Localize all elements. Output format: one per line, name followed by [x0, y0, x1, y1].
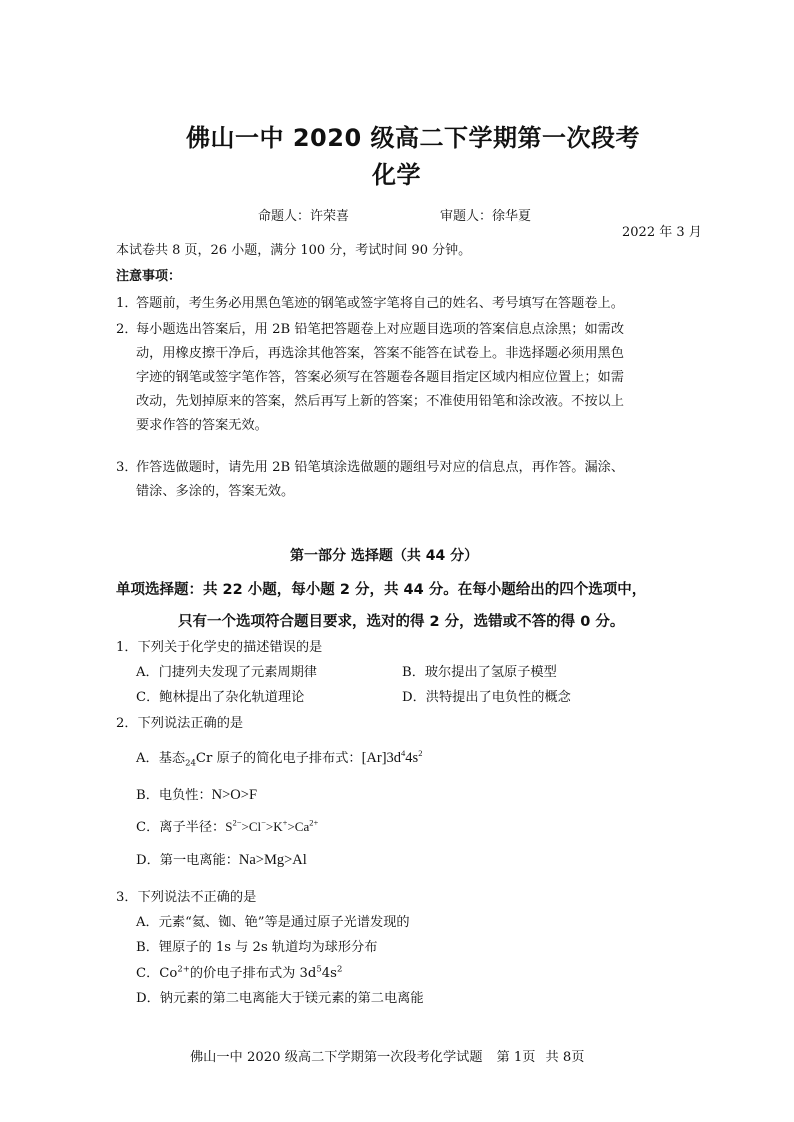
section-instruction-2: 只有一个选项符合题目要求，选对的得 2 分，选错或不答的得 0 分。 — [178, 614, 625, 630]
section-title: 第一部分 选择题（共 44 分） — [290, 548, 479, 564]
question-1-stem: 1．下列关于化学史的描述错误的是 — [116, 640, 323, 655]
note-item-1 — [116, 292, 696, 316]
superscript: 5 — [316, 964, 322, 975]
option-text: A．基态 — [136, 751, 186, 766]
question-1-option-c: C．鲍林提出了杂化轨道理论 — [136, 690, 305, 705]
footer-title: 佛山一中 2020 级高二下学期第一次段考化学试题 — [190, 1050, 483, 1065]
reviewer-label: 审题人：徐华夏 — [440, 209, 532, 224]
note-number: 2． — [116, 322, 138, 337]
option-text: B．电负性： — [136, 788, 212, 803]
option-text: C．离子半径： — [136, 820, 226, 835]
option-text: D．第一电离能： — [136, 853, 239, 868]
note-line: 作答选做题时，请先用 2B 铅笔填涂选做题的题组号对应的信息点，再作答。漏涂、 — [136, 460, 625, 475]
note-number: 3． — [116, 460, 138, 475]
ion-symbol: >K — [265, 819, 283, 834]
note-number: 1． — [116, 296, 138, 311]
note-line: 每小题选出答案后，用 2B 铅笔把答题卷上对应题目选项的答案信息点涂黑；如需改 — [136, 322, 625, 337]
superscript: 2 — [336, 964, 343, 975]
ion-symbol: >Cl — [241, 819, 262, 834]
question-1-option-a: A．门捷列夫发现了元素周期律 — [136, 665, 317, 680]
note-line: 动，用橡皮擦干净后，再选涂其他答案，答案不能答在试卷上。非选择题必须用黑色 — [136, 346, 624, 361]
superscript: 2 — [418, 748, 423, 759]
option-text: C．Co — [136, 966, 178, 981]
ion-symbol: >Ca — [287, 819, 310, 834]
formula: N>O>F — [211, 787, 258, 803]
page-footer — [190, 1048, 584, 1068]
notes-heading: 注意事项： — [116, 269, 182, 284]
section-instruction-1: 单项选择题：共 22 小题，每小题 2 分，共 44 分。在每小题给出的四个选项中， — [116, 582, 647, 598]
note-line: 要求作答的答案无效。 — [136, 418, 268, 433]
question-3-option-b: B．锂原子的 1s 与 2s 轨道均为球形分布 — [136, 940, 378, 955]
ion-charge: − — [261, 817, 266, 828]
question-2-stem: 2．下列说法正确的是 — [116, 716, 244, 731]
question-3-option-a: A．元素“氦、铷、铯”等是通过原子光谱发现的 — [136, 915, 410, 930]
setter-label: 命题人：许荣喜 — [258, 209, 350, 224]
exam-title: 佛山一中 2020 级高二下学期第一次段考 — [186, 124, 641, 152]
note-line: 字迹的钢笔或签字笔作答，答案必须写在答题卷各题目指定区域内相应位置上；如需 — [136, 370, 624, 385]
question-2-option-a — [136, 748, 422, 769]
footer-page-number: 第 1页 — [496, 1050, 536, 1065]
ion-symbol: S — [225, 819, 233, 834]
question-2-option-c — [136, 817, 318, 838]
option-text: 4s — [321, 966, 337, 981]
question-2-option-d — [136, 850, 307, 871]
note-item-3 — [116, 456, 696, 504]
subject-title: 化学 — [372, 161, 421, 189]
option-text: Cr 原子的简化电子排布式： — [195, 751, 362, 766]
note-line: 改动，先划掉原来的答案，然后再写上新的答案；不准使用铅笔和涂改液。不按以上 — [136, 394, 624, 409]
note-line: 答题前，考生务必用黑色笔迹的钢笔或签字笔将自己的姓名、考号填写在答题卷上。 — [136, 296, 624, 311]
option-text: 的价电子排布式为 3d — [189, 966, 317, 981]
ion-charge: + — [282, 817, 288, 828]
note-item-2 — [116, 318, 696, 438]
formula-part: [Ar]3d — [361, 750, 402, 766]
ion-charge: 2+ — [177, 964, 190, 975]
formula: Na>Mg>Al — [238, 852, 307, 868]
formula-part: 4s — [405, 750, 419, 766]
exam-date: 2022 年 3 月 — [622, 225, 702, 240]
superscript: 4 — [401, 748, 406, 759]
question-3-option-c — [136, 964, 342, 984]
question-1-option-b: B．玻尔提出了氢原子模型 — [402, 665, 557, 680]
ion-charge: 2− — [232, 817, 242, 828]
question-2-option-b — [136, 785, 257, 806]
atomic-number: 24 — [185, 758, 196, 769]
ion-radius-order — [225, 819, 318, 834]
footer-total-pages: 共 8页 — [545, 1050, 585, 1065]
question-3-stem: 3．下列说法不正确的是 — [116, 890, 257, 905]
ion-charge: 2+ — [309, 817, 319, 828]
exam-summary: 本试卷共 8 页，26 小题，满分 100 分，考试时间 90 分钟。 — [116, 243, 472, 258]
note-line: 错涂、多涂的，答案无效。 — [136, 484, 295, 499]
electron-configuration — [362, 750, 423, 766]
question-3-option-d: D．钠元素的第二电离能大于镁元素的第二电离能 — [136, 991, 424, 1006]
question-1-option-d: D．洪特提出了电负性的概念 — [402, 690, 571, 705]
